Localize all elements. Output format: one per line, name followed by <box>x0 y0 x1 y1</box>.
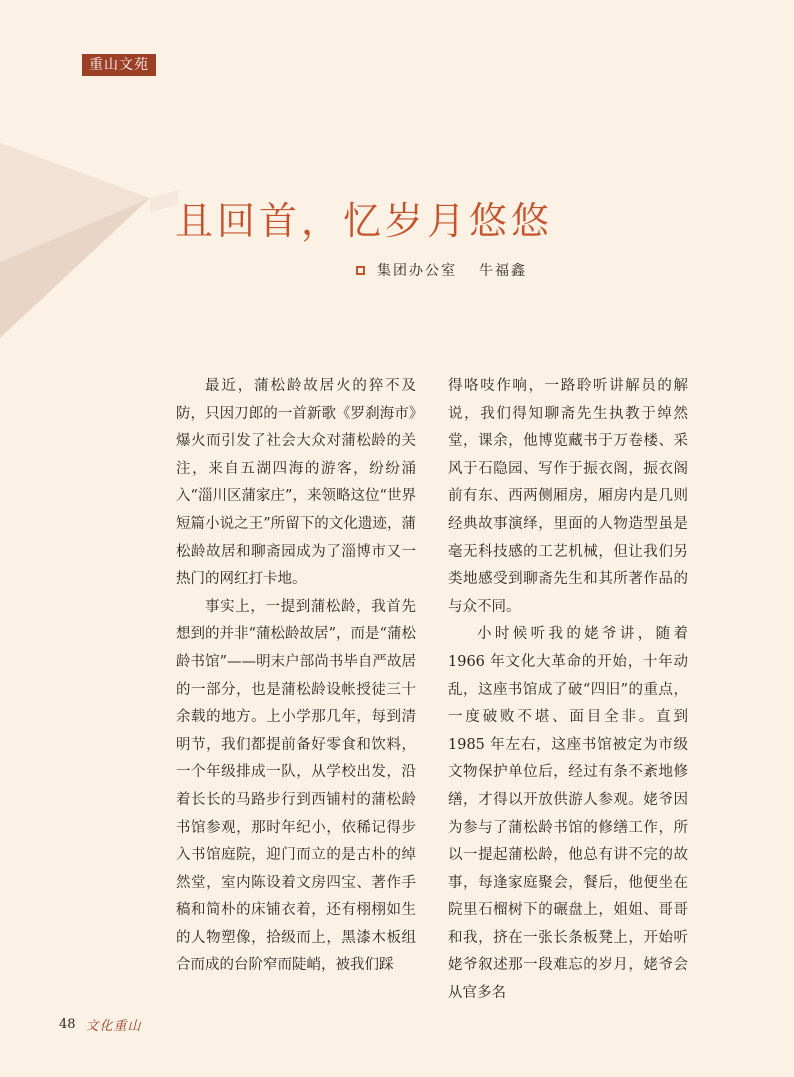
paragraph: 最近，蒲松龄故居火的猝不及防，只因刀郎的一首新歌《罗刹海市》爆火而引发了社会大众对蒲松龄的关注，来自五湖四海的游客，纷纷涌入“淄川区蒲家庄”，来领略这位“世界短篇小说之王”所留下的文化遗迹，蒲松龄故居和聊斋园成为了淄博市又一热门的网红打卡地。 <box>176 378 416 588</box>
magazine-logo: 文化重山 <box>85 1018 142 1034</box>
byline <box>356 260 527 280</box>
left-column <box>176 373 416 980</box>
paragraph: 小时候听我的姥爷讲，随着 1966 年文化大革命的开始，十年动乱，这座书馆成了破“四旧”的重点，一度破败不堪、面目全非。直到 1985 年左右，这座书馆被定为市级文物保护单位后，经过有条不紊地修缮，才得以开放供游人参观。姥爷因为参与了蒲松龄书馆的修缮工作，所以一提起蒲松龄，他总有讲不完的故事，每逢家庭聚会，餐后，他便坐在院里石榴树下的碾盘上，姐姐、哥哥和我，挤在一张长条板凳上，开始听姥爷叙述那一段难忘的岁月，姥爷会从官多名 <box>448 626 688 1002</box>
author-name: 牛福鑫 <box>479 263 527 279</box>
page-footer <box>59 1014 142 1034</box>
square-bullet-icon <box>356 266 365 275</box>
section-tag: 重山文苑 <box>82 54 156 76</box>
paragraph: 事实上，一提到蒲松龄，我首先想到的并非“蒲松龄故居”，而是“蒲松龄书馆”——明末户部尚书毕自严故居的一部分，也是蒲松龄设帐授徒三十余载的地方。上小学那几年，每到清明节，我们都提前备好零食和饮料，一个年级排成一队，从学校出发，沿着长长的马路步行到西铺村的蒲松龄书馆参观，那时年纪小，依稀记得步入书馆庭院，迎门而立的是古朴的绰然堂，室内陈设着文房四宝、著作手稿和简朴的床铺衣着，还有栩栩如生的人物塑像，拾级而上，黑漆木板组合而成的台阶窄而陡峭，被我们踩 <box>176 598 416 974</box>
author-org: 集团办公室 <box>377 263 457 279</box>
article-title: 且回首，忆岁月悠悠 <box>175 199 554 243</box>
page-number: 48 <box>59 1016 76 1032</box>
paragraph: 得咯吱作响，一路聆听讲解员的解说，我们得知聊斋先生执教于绰然堂，课余，他博览藏书于万卷楼、采风于石隐园、写作于振衣阁，振衣阁前有东、西两侧厢房，厢房内是几则经典故事演绎，里面的人物造型虽是毫无科技感的工艺机械，但让我们另类地感受到聊斋先生和其所著作品的与众不同。 <box>448 378 688 615</box>
right-column <box>448 373 688 1008</box>
